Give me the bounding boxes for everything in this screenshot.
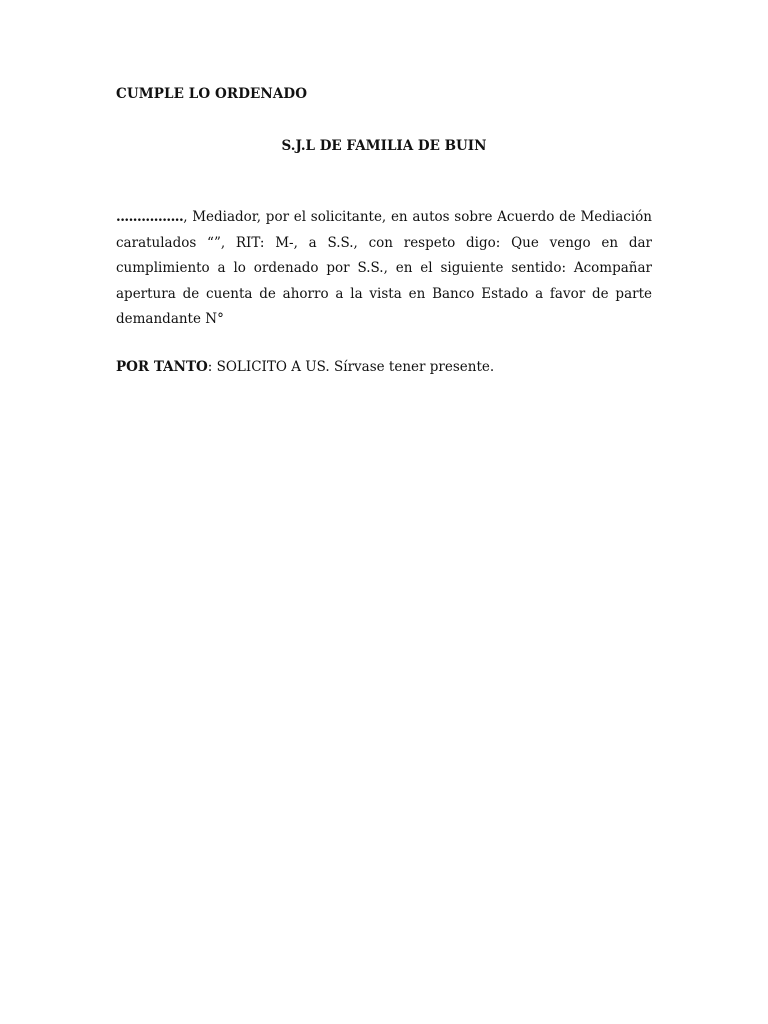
petitorio-lead: POR TANTO xyxy=(116,359,208,375)
body-text: , Mediador, por el solicitante, en autos sobre Acuerdo de Mediación caratulados “”, RIT: M-, a S.S., con respeto digo: Que vengo en dar cumplimiento a lo ordenado por S.S., en el siguiente sentido: Acompañar apertura de cuenta de ahorro a la vista en Banco Estado a favor de parte demandante N° xyxy=(116,209,652,327)
petitorio-paragraph xyxy=(116,359,652,375)
name-placeholder: ................ xyxy=(116,209,184,225)
document-body-paragraph xyxy=(116,205,652,333)
court-heading: S.J.L DE FAMILIA DE BUIN xyxy=(281,138,487,154)
document-sumilla: CUMPLE LO ORDENADO xyxy=(116,86,308,102)
petitorio-text: : SOLICITO A US. Sírvase tener presente. xyxy=(207,359,495,375)
